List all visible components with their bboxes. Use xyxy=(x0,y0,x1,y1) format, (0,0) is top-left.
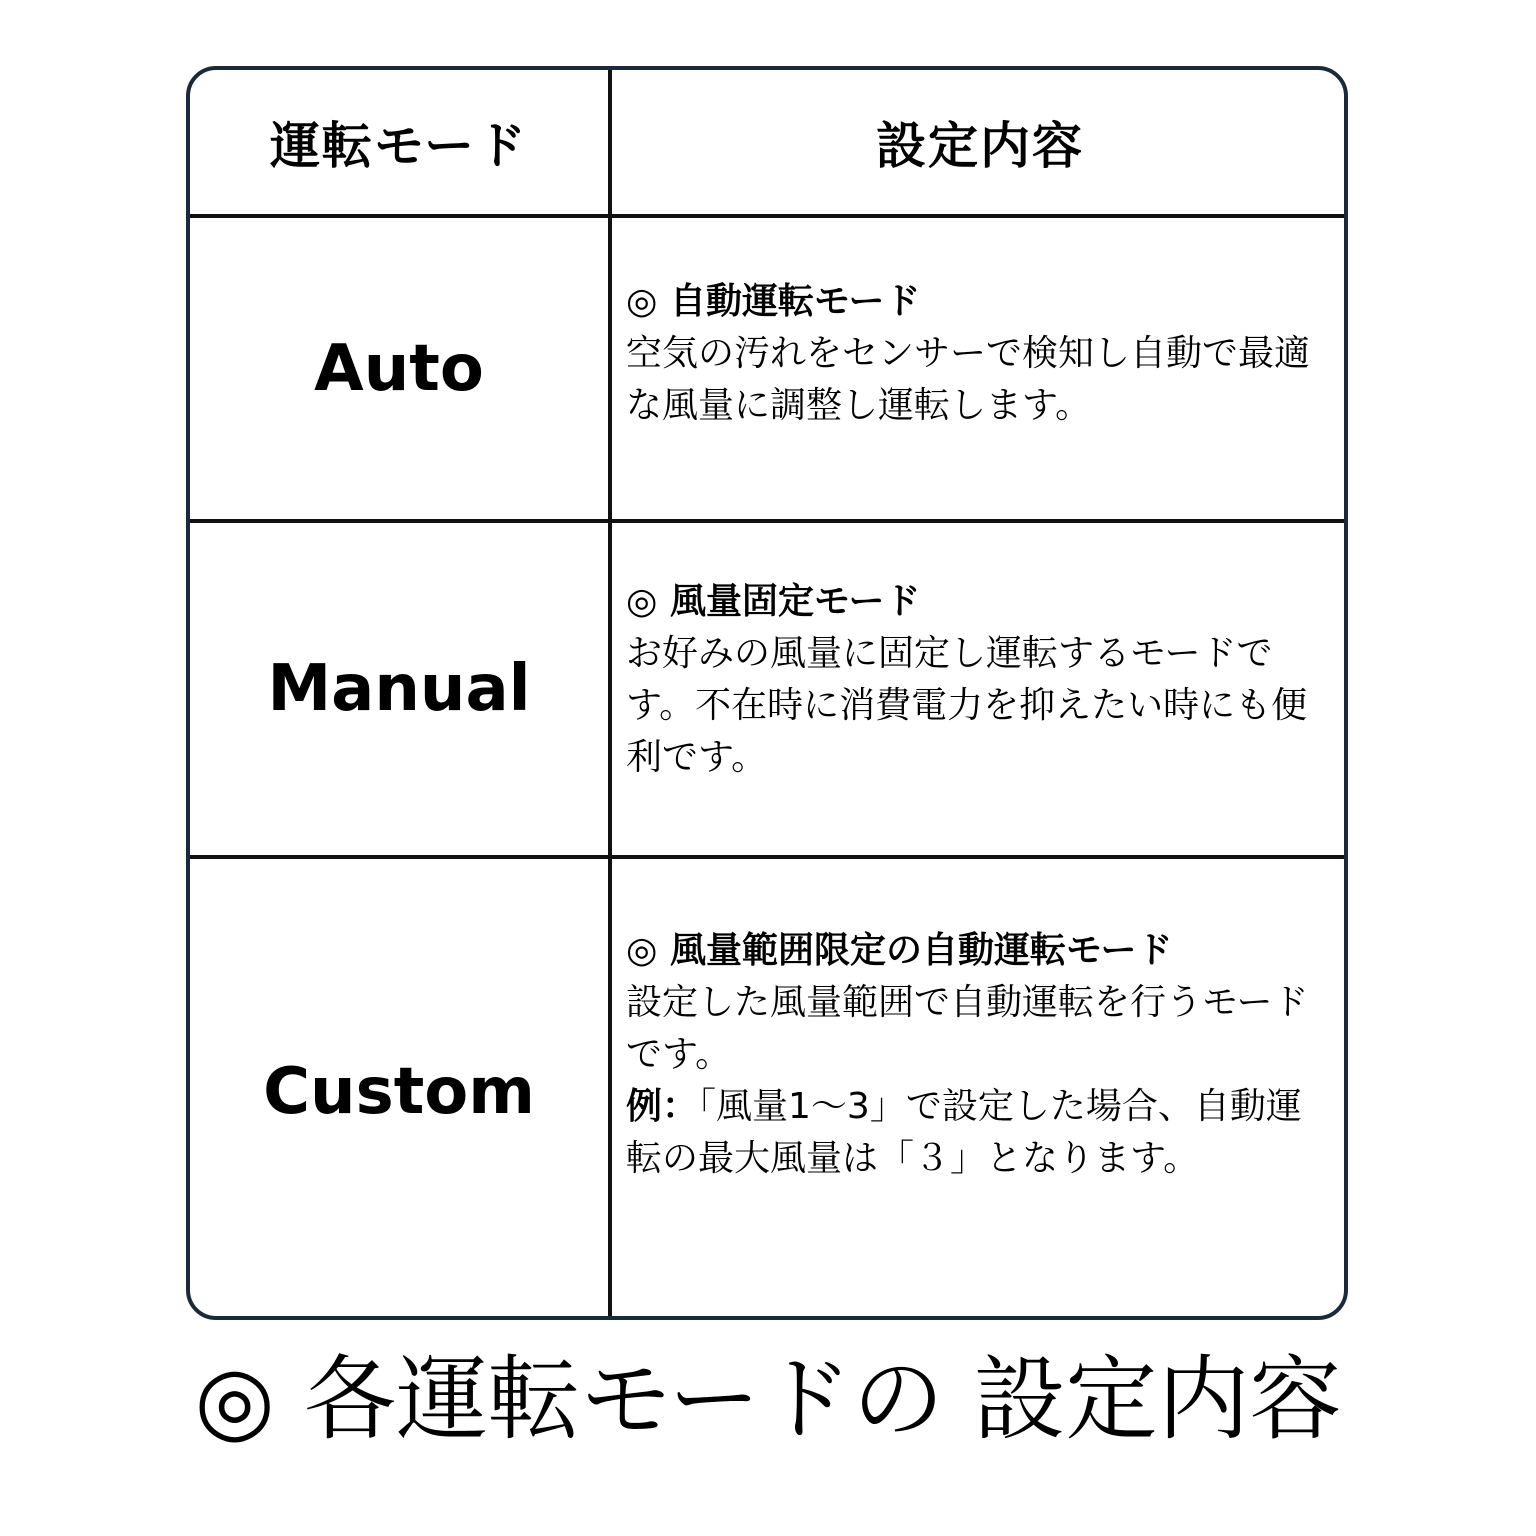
figure-caption: ◎ 各運転モードの 設定内容 xyxy=(194,1346,1342,1453)
description-title: ◎ 風量固定モード xyxy=(626,581,921,622)
description-auto xyxy=(626,276,1326,432)
description-example xyxy=(626,1081,1326,1185)
description-manual xyxy=(626,576,1326,784)
mode-cell-auto xyxy=(190,218,608,519)
mode-cell-manual xyxy=(190,523,608,855)
description-title: ◎ 自動運転モード xyxy=(626,281,921,322)
description-title: ◎ 風量範囲限定の自動運転モード xyxy=(626,930,1173,971)
header-mode-label: 運転モード xyxy=(270,117,528,175)
description-body: お好みの風量に固定し運転するモードです。不在時に消費電力を抑えたい時にも便利です。 xyxy=(626,633,1308,778)
header-settings-cell xyxy=(612,70,1348,214)
header-settings-label: 設定内容 xyxy=(876,117,1084,175)
description-custom xyxy=(626,925,1326,1185)
column-divider xyxy=(608,70,612,1316)
mode-name: Custom xyxy=(263,1054,535,1129)
example-label: 例： xyxy=(626,1086,699,1127)
mode-name: Manual xyxy=(267,652,531,726)
mode-settings-table xyxy=(186,66,1348,1320)
mode-cell-custom xyxy=(190,859,608,1320)
description-body: 設定した風量範囲で自動運転を行うモードです。 xyxy=(626,982,1309,1075)
description-body: 空気の汚れをセンサーで検知し自動で最適な風量に調整し運転します。 xyxy=(626,333,1311,426)
example-text: 「風量1～3」で設定した場合、自動運転の最大風量は「３」となります。 xyxy=(626,1086,1302,1179)
header-mode-cell xyxy=(190,70,608,214)
mode-name: Auto xyxy=(314,331,484,406)
